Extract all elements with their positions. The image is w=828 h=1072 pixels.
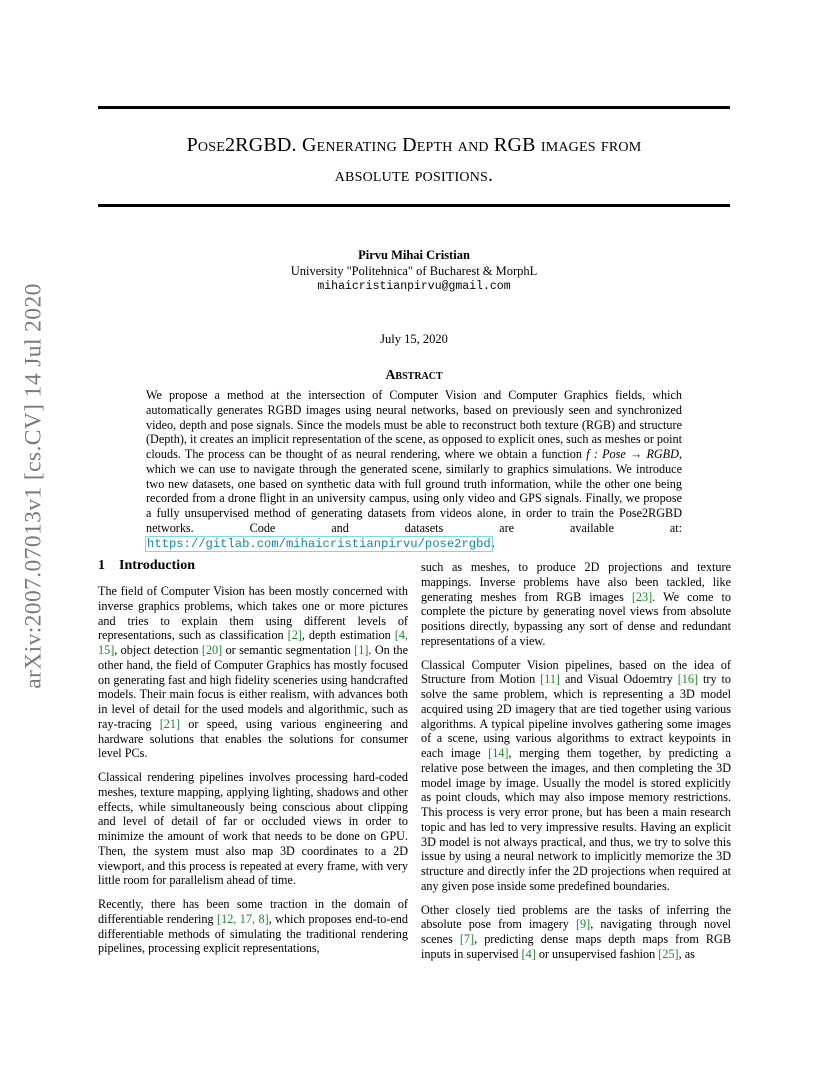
paper-title xyxy=(98,130,730,190)
right-paragraph-3 xyxy=(421,903,731,962)
text: Other closely tied problems are the tasks of inferring the absolute pose from imagery xyxy=(421,902,731,932)
text: or unsupervised fashion xyxy=(535,946,659,961)
author-affiliation: University "Politehnica" of Bucharest & MorphL xyxy=(290,264,538,278)
section-title: Introduction xyxy=(119,558,195,573)
abstract-formula: f : Pose → RGBD xyxy=(586,447,679,461)
bottom-title-rule xyxy=(98,204,730,207)
text: , object detection xyxy=(114,643,202,657)
text: try to solve the same problem, which is representing a 3D model acquired using 2D imagery that are tied together using various algorithms. A typical pipeline involves gathering some images of a scene, using various algorithms to extract keypoints in each image xyxy=(421,672,731,760)
abstract-body xyxy=(146,388,682,551)
paper-date: July 15, 2020 xyxy=(380,332,448,346)
abstract-heading: Abstract xyxy=(385,368,443,383)
citation-link[interactable]: [11] xyxy=(540,672,560,687)
text: , which proposes end-to-end differentiable methods of simulating the traditional rendering pipelines, processing explicit representations, xyxy=(98,911,408,956)
abstract-end: . xyxy=(491,535,495,550)
author-name: Pirvu Mihai Cristian xyxy=(358,248,470,262)
text: The field of Computer Vision has been mostly concerned with inverse graphics problems, which takes one or more pictures and tries to explain them using different levels of representations, such as classification xyxy=(98,584,408,643)
text: , as xyxy=(678,946,695,961)
citation-link[interactable]: [9] xyxy=(576,917,591,932)
text: , navigating through novel scenes xyxy=(421,917,732,946)
text: , depth estimation xyxy=(301,628,395,643)
text: , merging them together, by predicting a relative pose between the images, and then completing the 3D model image by image. Usually the model is stored explicitly as point clouds, which may also impose memory restrictions. This process is very error prone, but has been a main research topic and has led to very impressive results. Having an explicit 3D model is not always practical, and thus, we try to solve this issue by using a neural network to implicitly memorize the 3D structure and directly infer the 2D projections when required at any given pose inside some predefined boundaries. xyxy=(421,746,731,893)
text: . On the other hand, the field of Computer Graphics has mostly focused on generating fast and high fidelity sceneries using handcrafted models. Their main focus is either realism, with advances both in level of detail for the used models and algorithmic, such as ray-tracing xyxy=(98,643,408,731)
text: , predicting dense maps depth maps from RGB inputs in supervised xyxy=(421,932,731,961)
left-paragraph-1 xyxy=(98,584,408,761)
abstract-text-2: , which we can use to navigate through the generated scene, similarly to graphics simulations. We introduce two new datasets, one based on synthetic data with full ground truth information, while the other one being recorded from a drone flight in an university campus, using only video and GPS signals. Finally, we propose a fully unsupervised method of generating datasets from videos alone, in order to train the Pose2RGBD networks. Code and datasets are available at: xyxy=(146,447,682,535)
citation-link[interactable]: [12, 17, 8] xyxy=(217,911,269,926)
citation-link[interactable]: [20] xyxy=(201,643,223,657)
text: or speed, using various engineering and hardware solutions that enables the solutions for consumer level PCs. xyxy=(98,716,408,761)
title-line-1: Pose2RGBD. Generating Depth and RGB images from xyxy=(186,134,642,156)
citation-link[interactable]: [4] xyxy=(521,946,536,961)
arxiv-sidebar xyxy=(18,283,50,689)
citation-link[interactable]: [1] xyxy=(354,643,369,657)
text: Classical Computer Vision pipelines, based on the idea of Structure from Motion xyxy=(421,657,731,687)
text: . We come to complete the picture by generating novel views from absolute positions directly, bypassing any sort of dense and redundant representations of a view. xyxy=(421,589,731,648)
section-heading xyxy=(98,558,195,574)
abstract-text: We propose a method at the intersection of Computer Vision and Computer Graphics fields, which automatically generates RGBD images using neural networks, based on previously seen and synchronized video, depth and pose signals. Since the models must be able to reconstruct both texture (RGB) and structure (Depth), it creates an implicit representation of the scene, as opposed to explicit ones, such as meshes or point clouds. The process can be thought of as neural rendering, where we obtain a function xyxy=(146,388,682,461)
citation-link[interactable]: [7] xyxy=(459,932,475,946)
left-paragraph-2: Classical rendering pipelines involves processing hard-coded meshes, texture mapping, applying lighting, shadows and other effects, while simultaneously being conscious about clipping and level of detail of far or occluded views in order to minimize the amount of work that needs to be done on GPU. Then, the system must also map 3D coordinates to a 2D viewport, and this process is repeated at every frame, with very little room for parallelism ahead of time. xyxy=(98,770,408,888)
text: and Visual Odoemtry xyxy=(560,672,678,687)
arxiv-identifier: arXiv:2007.07013v1 [cs.CV] 14 Jul 2020 xyxy=(20,283,47,689)
right-paragraph-1 xyxy=(421,560,731,649)
section-number: 1 xyxy=(98,558,105,573)
citation-link[interactable]: [14] xyxy=(488,746,509,760)
right-column xyxy=(421,560,731,971)
citation-link[interactable]: [2] xyxy=(287,628,302,643)
citation-link[interactable]: [4, 15] xyxy=(98,628,408,657)
text: Recently, there has been some traction in the domain of differentiable rendering xyxy=(98,897,408,926)
left-column xyxy=(98,584,408,965)
citation-link[interactable]: [25] xyxy=(658,946,679,961)
title-line-2: absolute positions. xyxy=(334,164,494,186)
author-email: mihaicristianpirvu@gmail.com xyxy=(317,280,511,293)
top-rule xyxy=(98,106,730,109)
citation-link[interactable]: [16] xyxy=(677,672,699,687)
code-url-link[interactable]: https://gitlab.com/mihaicristianpirvu/pose2rgbd xyxy=(147,536,491,551)
left-paragraph-3 xyxy=(98,897,408,956)
citation-link[interactable]: [21] xyxy=(159,716,181,731)
citation-link[interactable]: [23] xyxy=(631,589,653,604)
text: or semantic segmentation xyxy=(222,643,355,657)
text: such as meshes, to produce 2D projections and texture mappings. Inverse problems have also been tackled, like generating meshes from RGB images xyxy=(421,560,731,604)
right-paragraph-2 xyxy=(421,658,731,894)
